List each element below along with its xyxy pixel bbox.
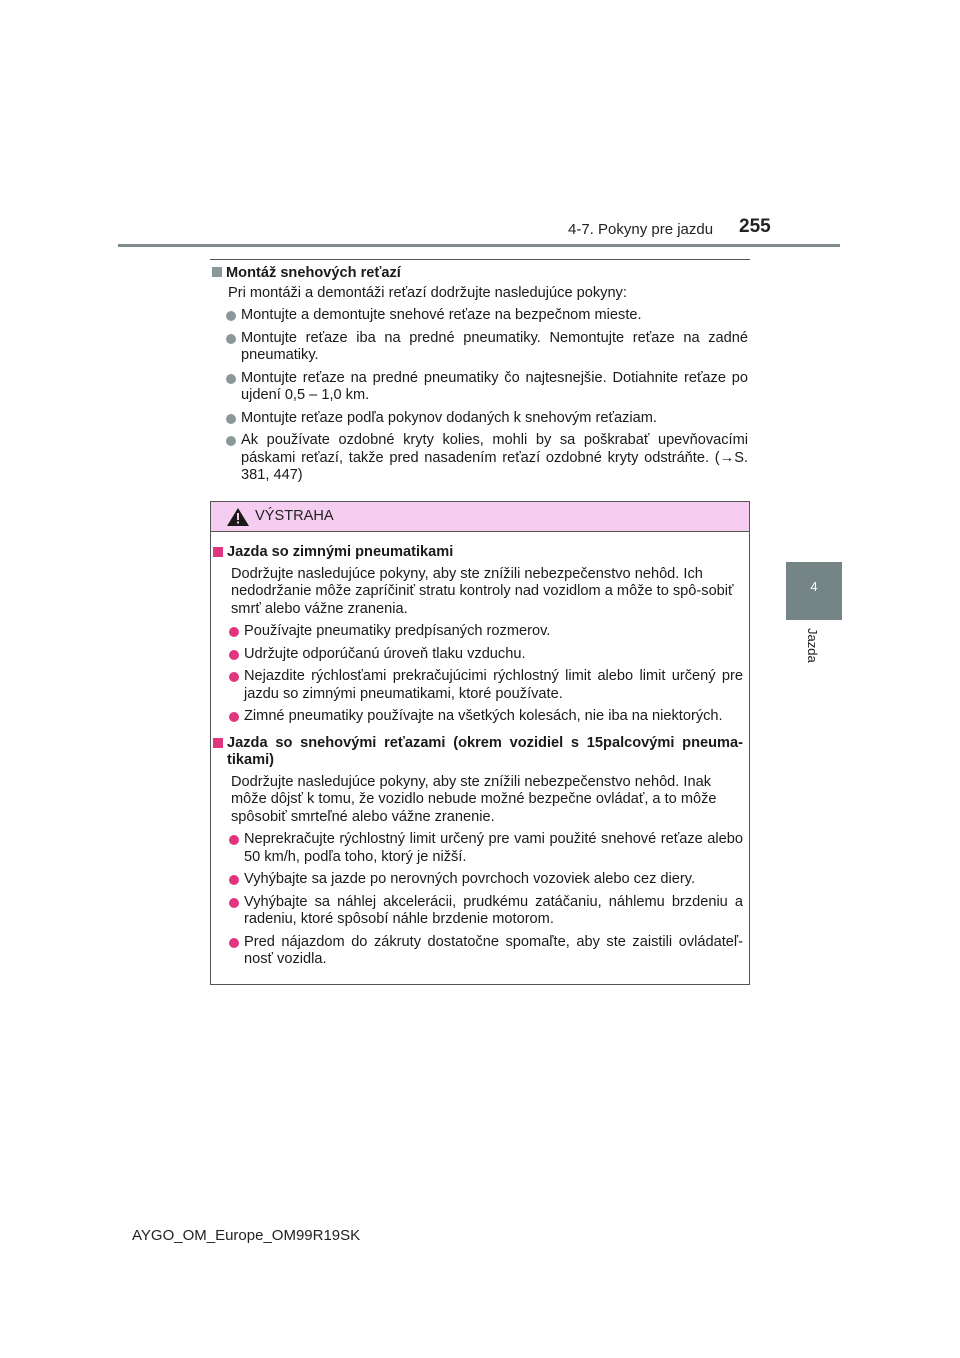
square-bullet-icon bbox=[213, 738, 223, 748]
bullet-icon bbox=[229, 672, 239, 682]
warning-label: VÝSTRAHA bbox=[255, 508, 334, 524]
bullet-icon bbox=[226, 414, 236, 424]
warning-block-intro: Dodržujte nasledujúce pokyny, aby ste znížili nebezpečenstvo nehôd. Inak môže dôjsť k tomu, že vozidlo nebude možné bezpečne ovládať, a to môže spôsobiť smrteľné alebo vážne zranenie. bbox=[231, 773, 717, 825]
chapter-label bbox=[806, 628, 826, 688]
section-heading-text: Montáž snehových reťazí bbox=[226, 265, 401, 281]
list-item: Pred nájazdom do zákruty dostatočne spomaľte, aby ste zaistili ovládateľ-nosť vozidla. bbox=[213, 934, 743, 969]
square-bullet-icon bbox=[213, 547, 223, 557]
warning-block-intro: Dodržujte nasledujúce pokyny, aby ste znížili nebezpečenstvo nehôd. Ich nedodržanie môže zapríčiniť stratu kontroly nad vozidlom a môže to spô-sobiť smrť alebo vážne zranenia. bbox=[231, 565, 734, 617]
warning-block-title: Jazda so zimnými pneumatikami bbox=[213, 544, 743, 562]
chapter-label-text: Jazda bbox=[805, 628, 820, 663]
bullet-icon bbox=[229, 875, 239, 885]
list-item: Neprekračujte rýchlostný limit určený pre vami použité snehové reťaze alebo 50 km/h, podľa toho, ktorý je nižší. bbox=[213, 831, 743, 866]
list-item: Vyhýbajte sa náhlej akcelerácii, prudkému zatáčaniu, náhlemu brzdeniu a radeniu, ktoré spôsobí náhle brzdenie motorom. bbox=[213, 894, 743, 929]
bullet-icon bbox=[226, 374, 236, 384]
bullet-icon bbox=[226, 436, 236, 446]
footer-code: AYGO_OM_Europe_OM99R19SK bbox=[132, 1227, 361, 1244]
list-item: Používajte pneumatiky predpísaných rozmerov. bbox=[213, 623, 743, 641]
header-rule bbox=[118, 244, 840, 247]
list-item: Ak používate ozdobné kryty kolies, mohli by sa poškrabať upevňovacími páskami reťazí, takže pred nasadením reťazí ozdobné kryty odstráňte. (→S. 381, 447) bbox=[212, 432, 748, 485]
page-header bbox=[0, 0, 960, 260]
square-bullet-icon bbox=[212, 267, 222, 277]
bullet-icon bbox=[229, 712, 239, 722]
warning-box bbox=[210, 501, 750, 985]
page-number: 255 bbox=[739, 216, 771, 237]
list-item: Montujte a demontujte snehové reťaze na bezpečnom mieste. bbox=[212, 307, 748, 325]
section-title: 4-7. Pokyny pre jazdu bbox=[568, 221, 714, 238]
bullet-icon bbox=[229, 650, 239, 660]
warning-triangle-icon bbox=[227, 508, 249, 526]
bullet-icon bbox=[229, 938, 239, 948]
section-intro: Pri montáži a demontáži reťazí dodržujte nasledujúce pokyny: bbox=[228, 284, 627, 301]
bullet-icon bbox=[229, 835, 239, 845]
list-item: Vyhýbajte sa jazde po nerovných povrchoch vozoviek alebo cez diery. bbox=[213, 871, 743, 889]
warning-body bbox=[211, 532, 749, 969]
warning-block-title: Jazda so snehovými reťazami (okrem vozidiel s 15palcovými pneuma-tikami) bbox=[213, 735, 743, 770]
warning-header bbox=[211, 502, 749, 532]
bullet-icon bbox=[226, 334, 236, 344]
list-item: Zimné pneumatiky používajte na všetkých kolesách, nie iba na niektorých. bbox=[213, 708, 743, 726]
list-item: Udržujte odporúčanú úroveň tlaku vzduchu. bbox=[213, 646, 743, 664]
list-item: Nejazdite rýchlosťami prekračujúcimi rýchlostný limit alebo limit určený pre jazdu so zimnými pneumatikami, ktoré používate. bbox=[213, 668, 743, 703]
section-heading bbox=[212, 265, 748, 283]
list-item: Montujte reťaze na predné pneumatiky čo najtesnejšie. Dotiahnite reťaze po ujdení 0,5 – 1,0 km. bbox=[212, 370, 748, 405]
bullet-icon bbox=[229, 627, 239, 637]
bullet-icon bbox=[229, 898, 239, 908]
list-item: Montujte reťaze iba na predné pneumatiky. Nemontujte reťaze na zadné pneumatiky. bbox=[212, 330, 748, 365]
list-item: Montujte reťaze podľa pokynov dodaných k snehovým reťaziam. bbox=[212, 410, 748, 428]
section-snow-chains bbox=[212, 265, 748, 485]
chapter-tab[interactable]: 4 bbox=[786, 562, 842, 620]
bullet-icon bbox=[226, 311, 236, 321]
content-rule bbox=[210, 259, 750, 260]
